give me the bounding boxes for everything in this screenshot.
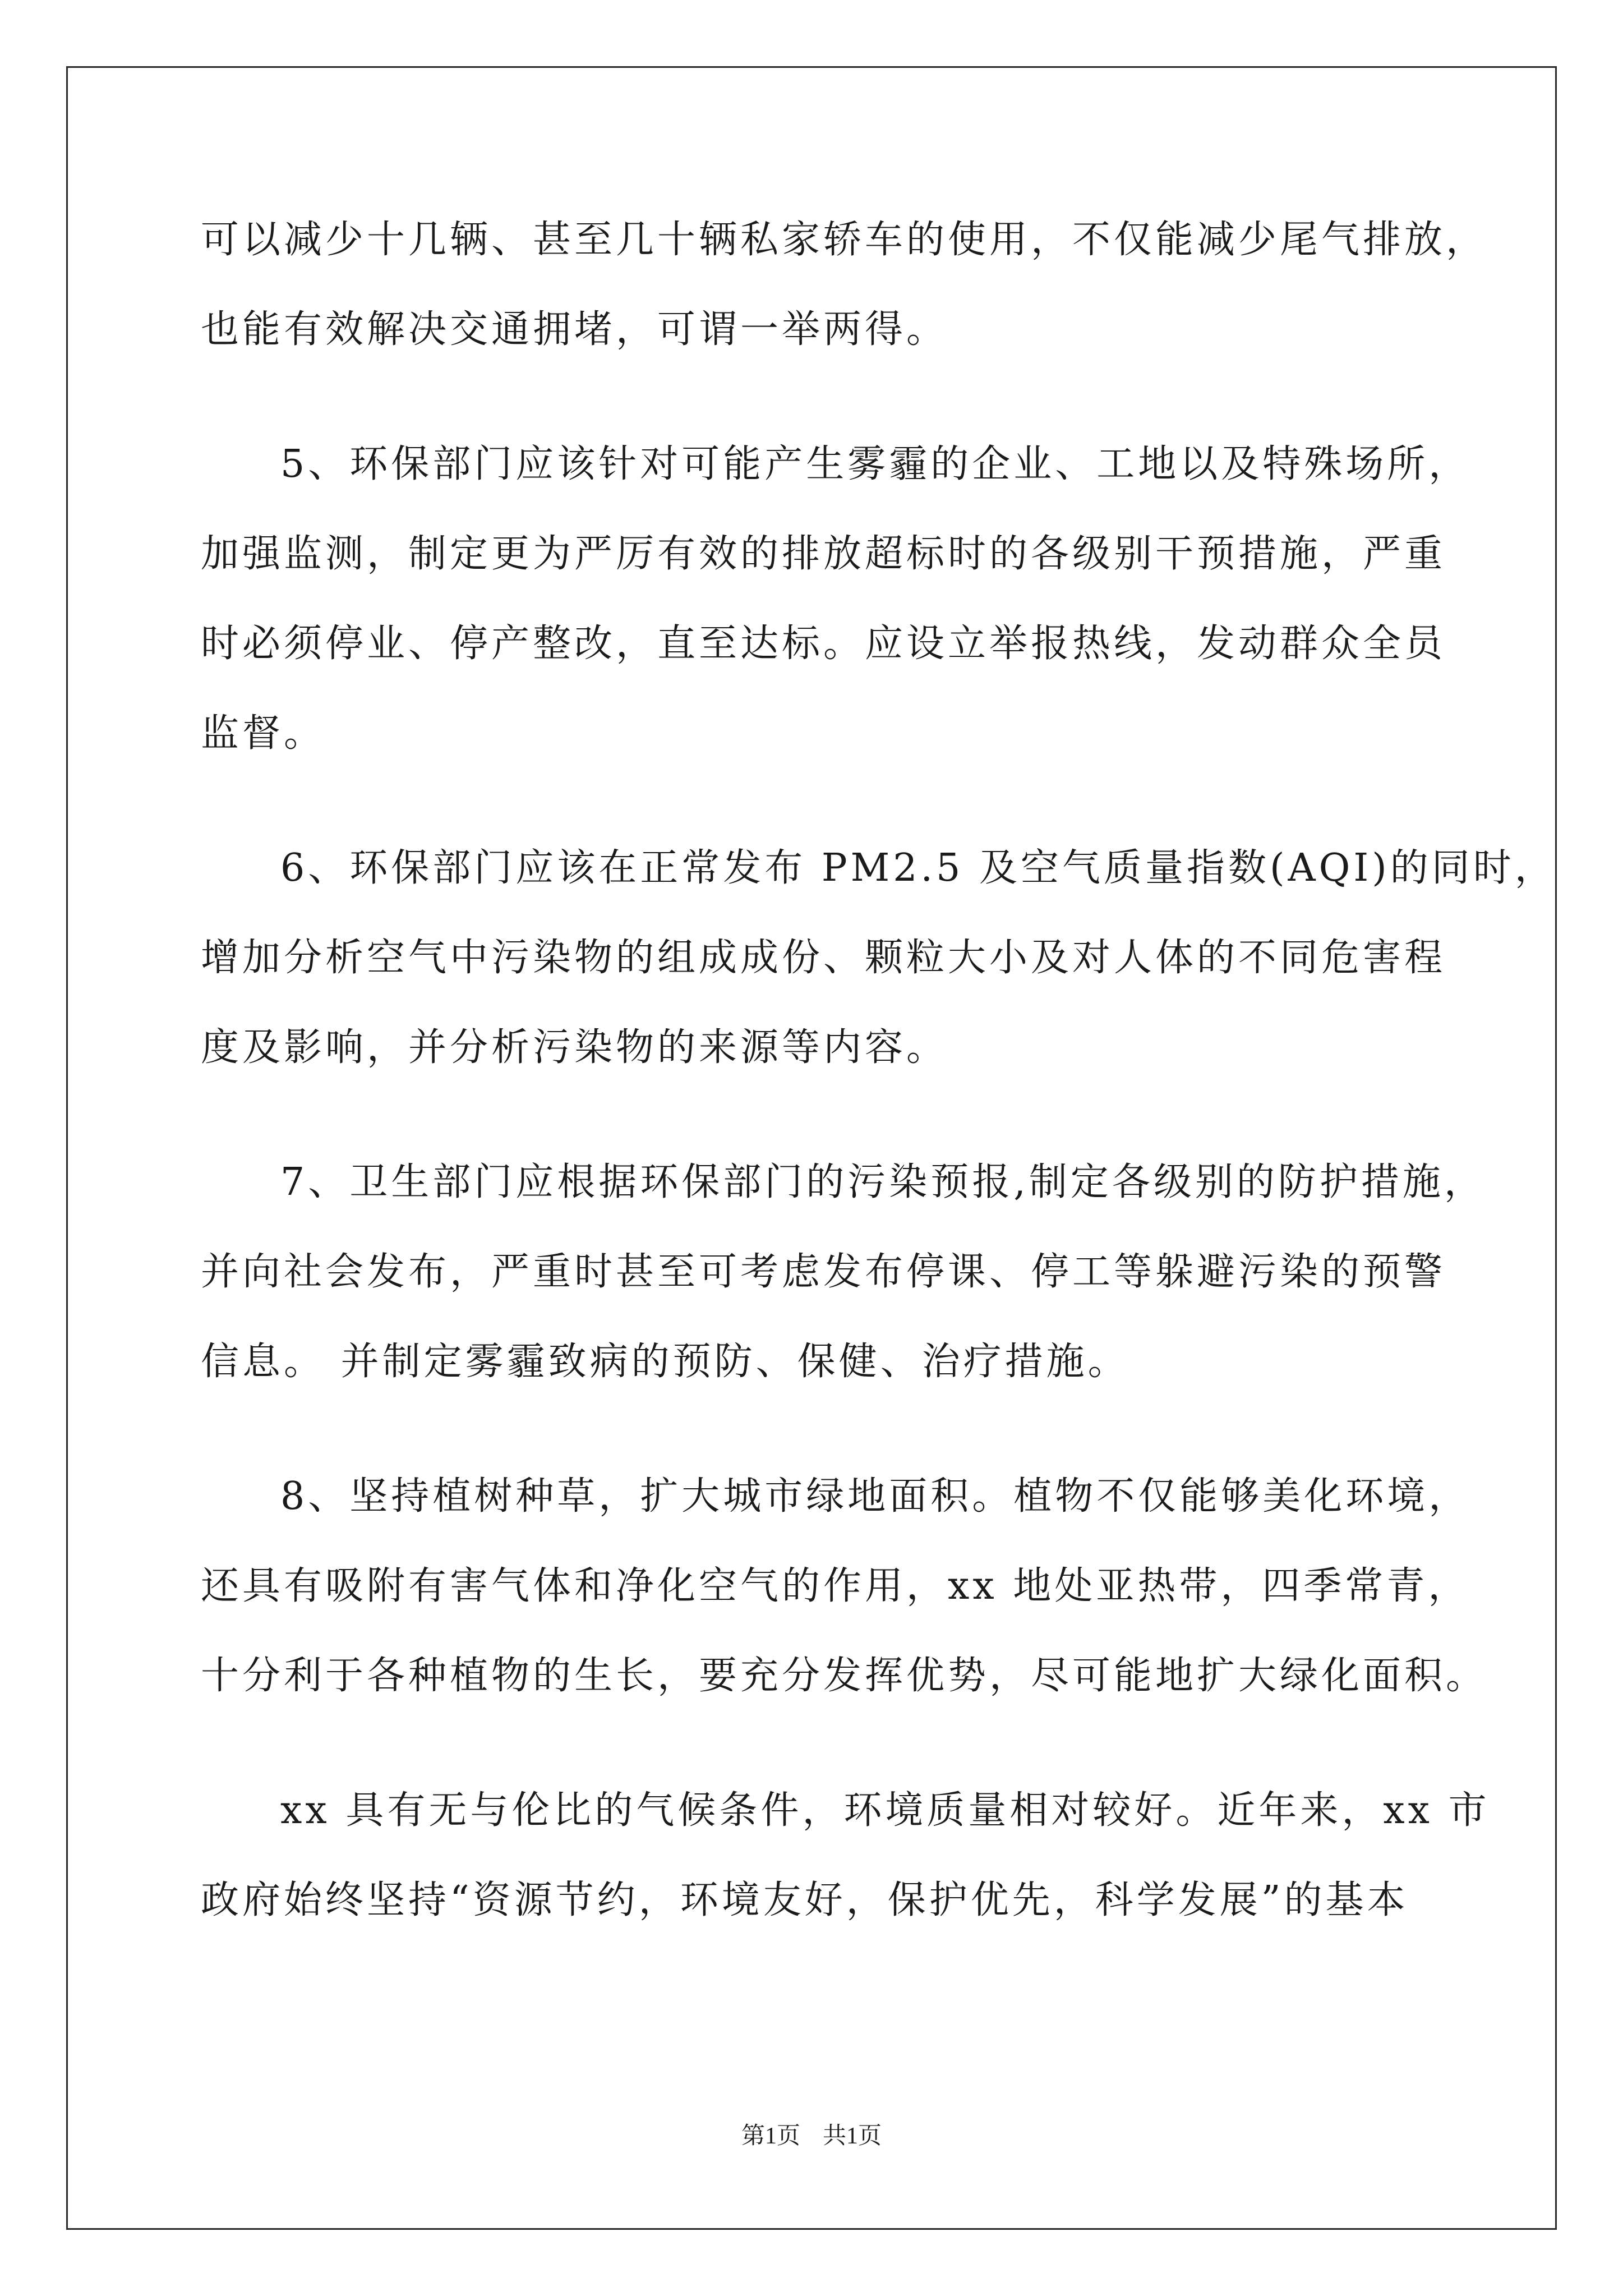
text-line: 7、卫生部门应根据环保部门的污染预报,制定各级别的防护措施， xyxy=(280,1160,1486,1204)
page-number-total: 共1页 xyxy=(823,2123,882,2149)
text-line: 信息。 并制定雾霾致病的预防、保健、治疗措施。 xyxy=(201,1340,1129,1384)
text-line: 政府始终坚持“资源节约，环境友好，保护优先，科学发展”的基本 xyxy=(201,1878,1409,1922)
text-line: 并向社会发布，严重时甚至可考虑发布停课、停工等躲避污染的预警 xyxy=(201,1250,1446,1294)
text-line: 5、环保部门应该针对可能产生雾霾的企业、工地以及特殊场所， xyxy=(280,442,1470,486)
text-line: 十分利于各种植物的生长，要充分发挥优势，尽可能地扩大绿化面积。 xyxy=(201,1654,1488,1698)
text-line: 加强监测，制定更为严厉有效的排放超标时的各级别干预措施，严重 xyxy=(201,532,1446,576)
page-number-current: 第1页 xyxy=(741,2123,800,2149)
text-line: 度及影响，并分析污染物的来源等内容。 xyxy=(201,1025,948,1070)
text-line: 监督。 xyxy=(201,711,326,756)
text-line: 6、环保部门应该在正常发布 PM2.5 及空气质量指数(AQI)的同时， xyxy=(280,846,1556,890)
page-footer xyxy=(0,2119,1623,2153)
text-line: 增加分析空气中污染物的组成成份、颗粒大小及对人体的不同危害程 xyxy=(201,936,1446,980)
text-line: xx 具有无与伦比的气候条件，环境质量相对较好。近年来，xx 市 xyxy=(280,1788,1490,1833)
text-line: 8、坚持植树种草，扩大城市绿地面积。植物不仅能够美化环境， xyxy=(280,1474,1470,1519)
text-line: 时必须停业、停产整改，直至达标。应设立举报热线，发动群众全员 xyxy=(201,622,1446,666)
text-line: 还具有吸附有害气体和净化空气的作用，xx 地处亚热带，四季常青， xyxy=(201,1564,1470,1608)
text-line: 也能有效解决交通拥堵，可谓一举两得。 xyxy=(201,307,948,352)
text-line: 可以减少十几辆、甚至几十辆私家轿车的使用，不仅能减少尾气排放， xyxy=(201,218,1488,262)
